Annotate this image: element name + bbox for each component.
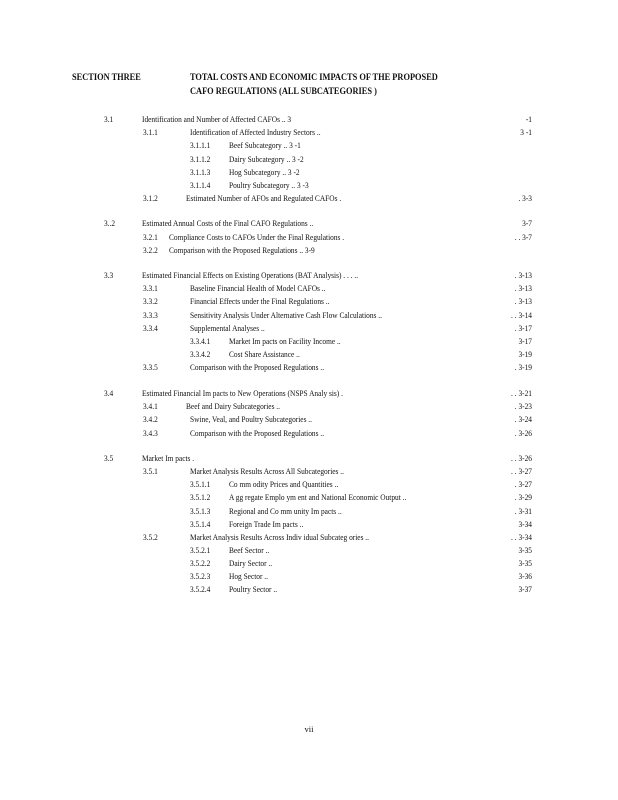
toc-entry-number: 3.3.5 [143, 362, 158, 372]
toc-entry-title: Comparison with the Proposed Regulations .. [190, 362, 325, 372]
toc-entry-title: Estimated Financial Effects on Existing Operations (BAT Analysis) . . . .. [142, 270, 359, 280]
toc-entry-title: Poultry Subcategory .. 3 -3 [229, 180, 309, 190]
toc-entry-title: Foreign Trade Im pacts .. [229, 519, 304, 529]
toc-entry-number: 3.5.1 [143, 466, 158, 476]
toc-entry-page: 3-37 [518, 584, 532, 594]
section-title-line-2: CAFO REGULATIONS (ALL SUBCATEGORIES ) [190, 87, 377, 97]
toc-entry-title: Beef Subcategory .. 3 -1 [229, 140, 301, 150]
toc-entry-title: Beef and Dairy Subcategories .. [186, 401, 280, 411]
toc-entry-page: . 3-29 [514, 492, 532, 502]
toc-entry-number: 3.5.2.2 [190, 558, 211, 568]
toc-entry-number: 3.1.1.3 [190, 167, 211, 177]
toc-entry-number: 3..2 [104, 218, 116, 228]
toc-entry-title: Poultry Sector .. [229, 584, 278, 594]
toc-entry-number: 3.3.2 [143, 296, 158, 306]
toc-entry-page: . 3-3 [518, 193, 532, 203]
toc-entry-title: Supplemental Analyses .. [190, 323, 265, 333]
toc-entry-number: 3.5.1.2 [190, 492, 211, 502]
toc-entry-page: 3-19 [518, 349, 532, 359]
toc-entry-number: 3.1.1.4 [190, 180, 211, 190]
toc-entry-page: 3 -1 [520, 127, 532, 137]
section-label: SECTION THREE [72, 73, 141, 83]
toc-entry-page: 3-36 [518, 571, 532, 581]
page-number: vii [304, 724, 314, 734]
toc-entry-page: . . 3-26 [511, 453, 532, 463]
toc-entry-page: . 3-23 [514, 401, 532, 411]
toc-entry-title: Estimated Number of AFOs and Regulated CAFOs . [186, 193, 342, 203]
toc-entry-page: . 3-24 [514, 414, 532, 424]
toc-entry-title: Estimated Financial Im pacts to New Operations (NSPS Analy sis) . [142, 388, 343, 398]
toc-entry-number: 3.1.2 [143, 193, 158, 203]
toc-entry-page: . 3-17 [514, 323, 532, 333]
toc-entry-number: 3.5.1.4 [190, 519, 211, 529]
toc-entry-page: . 3-13 [514, 283, 532, 293]
toc-entry-title: Market Im pacts . [142, 453, 195, 463]
toc-entry-number: 3.1.1.2 [190, 154, 211, 164]
toc-entry-title: Market Analysis Results Across Indiv idual Subcateg ories .. [190, 532, 370, 542]
toc-entry-number: 3.5.2.1 [190, 545, 211, 555]
toc-entry-number: 3.1 [104, 114, 114, 124]
toc-entry-title: Comparison with the Proposed Regulations .. 3-9 [169, 245, 315, 255]
toc-entry-title: A gg regate Emplo ym ent and National Economic Output .. [229, 492, 407, 502]
toc-entry-page: . 3-13 [514, 296, 532, 306]
toc-entry-page: . . 3-27 [511, 466, 532, 476]
toc-entry-title: Baseline Financial Health of Model CAFOs .. [190, 283, 326, 293]
toc-entry-page: . 3-19 [514, 362, 532, 372]
toc-entry-title: Beef Sector .. [229, 545, 270, 555]
toc-entry-number: 3.3 [104, 270, 114, 280]
toc-entry-title: Co mm odity Prices and Quantities .. [229, 479, 339, 489]
toc-entry-page: 3-17 [518, 336, 532, 346]
toc-entry-number: 3.5.1.1 [190, 479, 211, 489]
toc-entry-number: 3.5.2 [143, 532, 158, 542]
toc-entry-page: 3-35 [518, 558, 532, 568]
toc-entry-title: Market Im pacts on Facility Income .. [229, 336, 341, 346]
toc-entry-title: Estimated Annual Costs of the Final CAFO Regulations .. [142, 218, 314, 228]
toc-entry-title: Regional and Co mm unity Im pacts .. [229, 506, 342, 516]
toc-entry-title: Hog Sector .. [229, 571, 269, 581]
toc-entry-page: 3-35 [518, 545, 532, 555]
toc-entry-page: 3-34 [518, 519, 532, 529]
toc-entry-number: 3.3.3 [143, 310, 158, 320]
toc-entry-title: Market Analysis Results Across All Subcategories .. [190, 466, 344, 476]
toc-entry-page: 3-7 [522, 218, 532, 228]
toc-entry-number: 3.3.1 [143, 283, 158, 293]
toc-entry-title: Comparison with the Proposed Regulations .. [190, 428, 325, 438]
toc-entry-number: 3.4.2 [143, 414, 158, 424]
toc-entry-page: -1 [525, 114, 532, 124]
toc-entry-page: . 3-26 [514, 428, 532, 438]
toc-entry-number: 3.5.2.4 [190, 584, 211, 594]
toc-entry-title: Sensitivity Analysis Under Alternative Cash Flow Calculations .. [190, 310, 382, 320]
toc-entry-title: Compliance Costs to CAFOs Under the Final Regulations . [169, 232, 345, 242]
toc-entry-title: Dairy Sector .. [229, 558, 273, 568]
toc-entry-title: Cost Share Assistance .. [229, 349, 300, 359]
toc-entry-page: . 3-13 [514, 270, 532, 280]
section-title-line-1: TOTAL COSTS AND ECONOMIC IMPACTS OF THE PROPOSED [190, 73, 438, 83]
toc-entry-number: 3.1.1.1 [190, 140, 211, 150]
toc-entry-number: 3.4 [104, 388, 114, 398]
toc-entry-page: . . 3-7 [514, 232, 532, 242]
toc-entry-title: Identification and Number of Affected CAFOs .. 3 [142, 114, 292, 124]
toc-entry-page: . . 3-21 [511, 388, 532, 398]
toc-entry-number: 3.2.2 [143, 245, 158, 255]
toc-entry-number: 3.3.4.1 [190, 336, 211, 346]
toc-entry-number: 3.4.3 [143, 428, 158, 438]
toc-entry-title: Identification of Affected Industry Sectors .. [190, 127, 321, 137]
toc-entry-title: Hog Subcategory .. 3 -2 [229, 167, 300, 177]
toc-entry-page: . . 3-34 [511, 532, 532, 542]
toc-entry-number: 3.3.4 [143, 323, 158, 333]
toc-entry-number: 3.1.1 [143, 127, 158, 137]
toc-entry-title: Financial Effects under the Final Regulations .. [190, 296, 330, 306]
toc-entry-number: 3.2.1 [143, 232, 158, 242]
toc-entry-number: 3.3.4.2 [190, 349, 211, 359]
toc-entry-number: 3.4.1 [143, 401, 158, 411]
toc-entry-title: Swine, Veal, and Poultry Subcategories .. [190, 414, 312, 424]
toc-entry-number: 3.5.2.3 [190, 571, 211, 581]
toc-entry-title: Dairy Subcategory .. 3 -2 [229, 154, 304, 164]
toc-entry-page: . 3-27 [514, 479, 532, 489]
toc-entry-page: . 3-31 [514, 506, 532, 516]
toc-entry-page: . . 3-14 [511, 310, 532, 320]
toc-entry-number: 3.5 [104, 453, 114, 463]
toc-entry-number: 3.5.1.3 [190, 506, 211, 516]
